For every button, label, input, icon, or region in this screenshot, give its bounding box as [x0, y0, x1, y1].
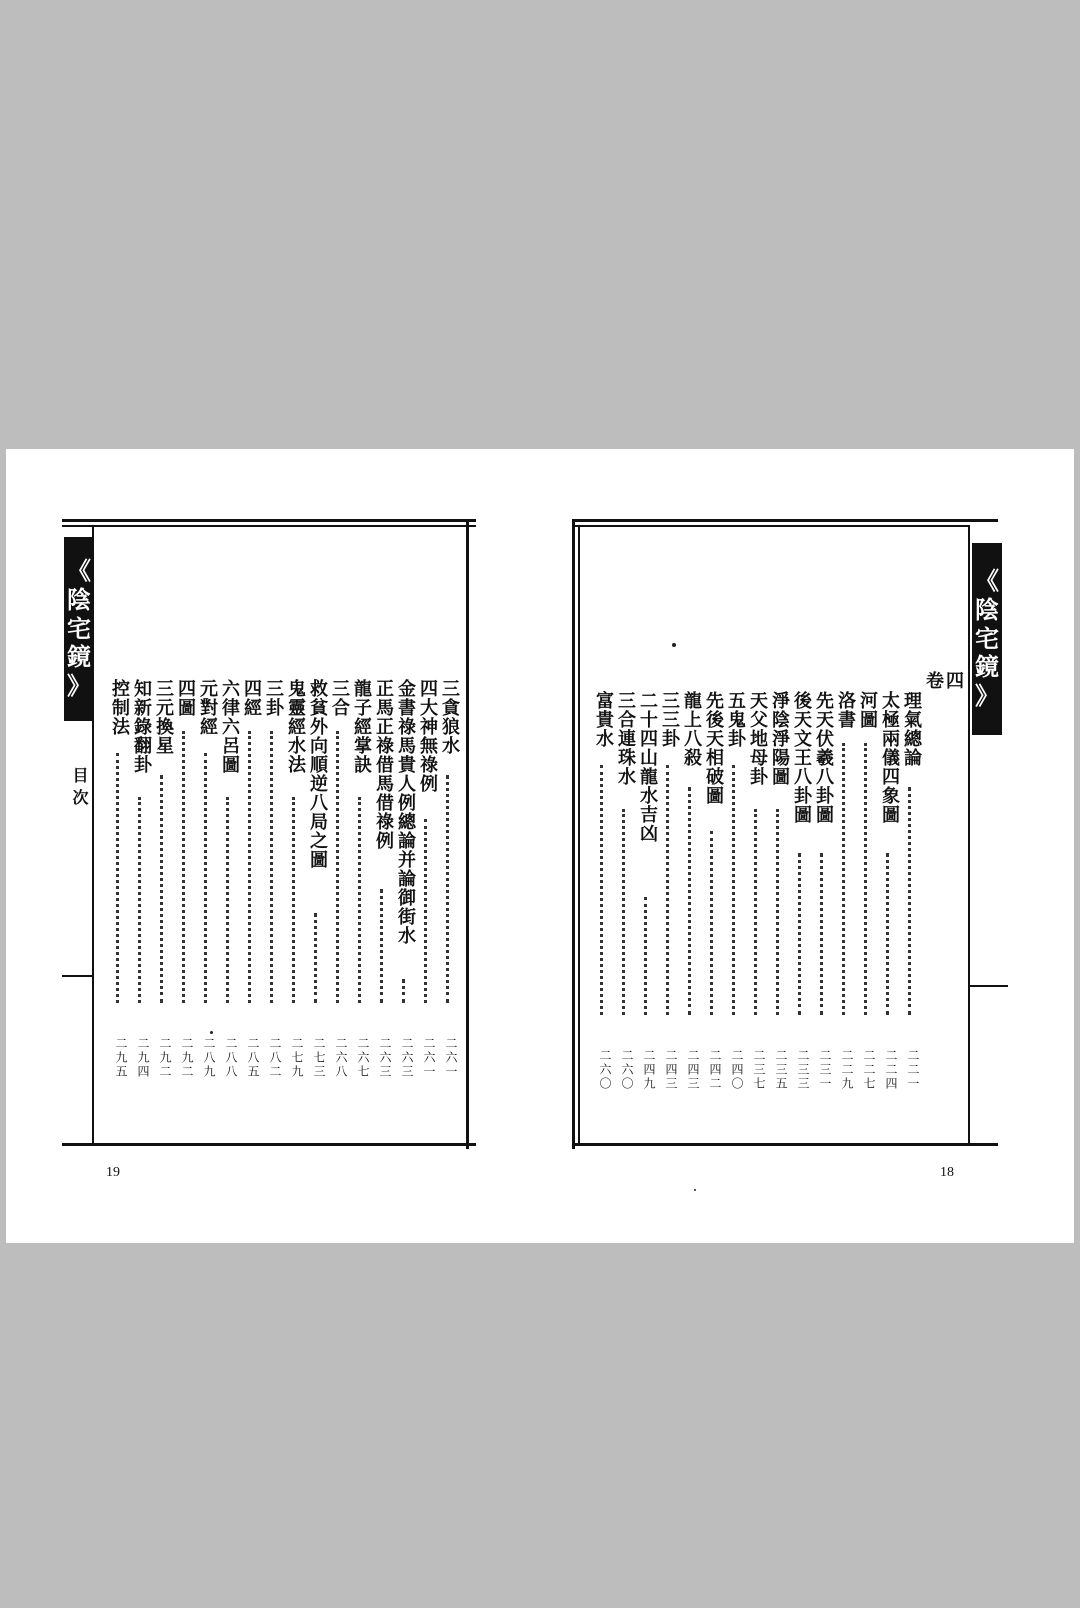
toc-entry[interactable]: [724, 691, 746, 1091]
entry-page-number: 二七三: [312, 1037, 326, 1079]
entry-title: 太極兩儀四象圖: [879, 691, 900, 824]
entry-title: 金書祿馬貴人例總論并論御街水: [395, 679, 416, 945]
toc-entry[interactable]: [108, 679, 130, 1079]
entry-title: 龍子經掌訣: [351, 679, 372, 774]
banner-char: 鏡: [67, 642, 91, 672]
toc-entry[interactable]: [680, 691, 702, 1091]
leader-dots: [820, 853, 827, 1015]
toc-entry[interactable]: [262, 679, 284, 1079]
entry-page-number: 二九四: [136, 1037, 150, 1079]
banner-char: 宅: [67, 613, 91, 643]
entry-title: 六律六呂圖: [219, 679, 240, 774]
toc-entry[interactable]: [174, 679, 196, 1079]
entry-title: 四經: [241, 679, 262, 717]
entry-page-number: 二六三: [400, 1037, 414, 1079]
entry-page-number: 二四〇: [730, 1049, 744, 1091]
leader-dots: [798, 853, 805, 1015]
entry-page-number: 二九二: [158, 1037, 172, 1079]
page-number: 18: [940, 1165, 954, 1180]
entry-page-number: 二六〇: [620, 1049, 634, 1091]
entry-page-number: 二六三: [378, 1037, 392, 1079]
banner-char: 《: [975, 566, 999, 595]
entry-page-number: 二六七: [356, 1037, 370, 1079]
entry-title: 四圖: [175, 679, 196, 717]
toc-entry[interactable]: [812, 691, 834, 1091]
leader-dots: [204, 753, 211, 1003]
leader-dots: [402, 979, 409, 1003]
entry-page-number: 二四二: [708, 1049, 722, 1091]
page-number: 19: [106, 1165, 120, 1180]
entry-title: 富貴水: [593, 691, 614, 748]
entry-page-number: 二六八: [334, 1037, 348, 1079]
entry-page-number: 二八九: [202, 1037, 216, 1079]
toc-entry[interactable]: [592, 691, 614, 1091]
toc-entry[interactable]: [416, 679, 438, 1079]
toc-entry[interactable]: [746, 691, 768, 1091]
toc-entry[interactable]: [878, 691, 900, 1091]
leader-dots: [886, 853, 893, 1015]
entry-page-number: 二七九: [290, 1037, 304, 1079]
leader-dots: [336, 731, 343, 1003]
entry-title: 正馬正祿借馬借祿例: [373, 679, 394, 850]
leader-dots: [842, 743, 849, 1015]
inner-right-border: [968, 525, 970, 1143]
leader-dots: [754, 809, 761, 1015]
side-divider: [62, 975, 92, 977]
entry-page-number: 二六〇: [598, 1049, 612, 1091]
entry-page-number: 二二四: [884, 1049, 898, 1091]
entry-title: 先後天相破圖: [703, 691, 724, 805]
toc-entry[interactable]: [240, 679, 262, 1079]
entry-title: 先天伏羲八卦圖: [813, 691, 834, 824]
entry-title: 三貪狼水: [439, 679, 460, 755]
entry-page-number: 二三五: [774, 1049, 788, 1091]
scan-speck: [694, 1189, 696, 1191]
entry-page-number: 二四九: [642, 1049, 656, 1091]
toc-column-right: [592, 691, 922, 1091]
toc-entry[interactable]: [834, 691, 856, 1091]
banner-char: 陰: [975, 594, 999, 624]
toc-entry[interactable]: [218, 679, 240, 1079]
leader-dots: [688, 787, 695, 1015]
entry-page-number: 二八五: [246, 1037, 260, 1079]
entry-page-number: 二八二: [268, 1037, 282, 1079]
entry-title: 元對經: [197, 679, 218, 736]
leader-dots: [292, 797, 299, 1003]
toc-entry[interactable]: [768, 691, 790, 1091]
entry-title: 三卦: [263, 679, 284, 717]
entry-page-number: 二九二: [180, 1037, 194, 1079]
banner-char: 》: [975, 681, 999, 711]
entry-title: 天父地母卦: [747, 691, 768, 786]
entry-title: 控制法: [109, 679, 130, 736]
toc-column-left: [108, 679, 460, 1079]
book-title-banner: [972, 543, 1002, 735]
toc-entry[interactable]: [614, 691, 636, 1091]
toc-entry[interactable]: [152, 679, 174, 1079]
entry-title: 淨陰淨陽圖: [769, 691, 790, 786]
entry-title: 河圖: [857, 691, 878, 729]
toc-entry[interactable]: [306, 679, 328, 1079]
top-border-inner: [572, 525, 968, 527]
leader-dots: [116, 753, 123, 1003]
top-border-inner: [62, 525, 476, 527]
entry-title: 三合: [329, 679, 350, 717]
leader-dots: [248, 731, 255, 1003]
toc-entry[interactable]: [372, 679, 394, 1079]
toc-entry[interactable]: [394, 679, 416, 1079]
toc-entry[interactable]: [284, 679, 306, 1079]
toc-entry[interactable]: [702, 691, 724, 1091]
entry-page-number: 二二九: [840, 1049, 854, 1091]
entry-page-number: 二六一: [444, 1037, 458, 1079]
toc-entry[interactable]: [790, 691, 812, 1091]
leader-dots: [138, 797, 145, 1003]
entry-page-number: 二八八: [224, 1037, 238, 1079]
entry-page-number: 二二一: [906, 1049, 920, 1091]
entry-title: 後天文王八卦圖: [791, 691, 812, 824]
top-border: [572, 519, 998, 522]
leader-dots: [600, 765, 607, 1015]
leader-dots: [182, 731, 189, 1003]
leader-dots: [270, 731, 277, 1003]
left-border: [572, 519, 575, 1149]
leader-dots: [226, 797, 233, 1003]
scan-speck: [210, 1031, 213, 1034]
entry-title: 四大神無祿例: [417, 679, 438, 793]
entry-page-number: 二三七: [752, 1049, 766, 1091]
entry-title: 三元換星: [153, 679, 174, 755]
toc-entry[interactable]: [658, 691, 680, 1091]
entry-title: 二十四山龍水吉凶: [637, 691, 658, 843]
entry-title: 龍上八殺: [681, 691, 702, 767]
scan-speck: [672, 643, 676, 647]
entry-title: 三三卦: [659, 691, 680, 748]
right-page: [572, 519, 1008, 1180]
toc-entry[interactable]: [636, 691, 658, 1091]
leader-dots: [446, 775, 453, 1003]
entry-title: 鬼靈經水法: [285, 679, 306, 774]
banner-char: 《: [67, 556, 91, 585]
leader-dots: [732, 765, 739, 1015]
entry-page-number: 二四三: [686, 1049, 700, 1091]
toc-entry[interactable]: [438, 679, 460, 1079]
toc-entry[interactable]: [130, 679, 152, 1079]
leader-dots: [908, 787, 915, 1015]
leader-dots: [776, 809, 783, 1015]
entry-page-number: 二三三: [796, 1049, 810, 1091]
banner-char: 宅: [975, 623, 999, 653]
leader-dots: [710, 831, 717, 1015]
banner-char: 鏡: [975, 652, 999, 682]
entry-title: 救貧外向順逆八局之圖: [307, 679, 328, 869]
left-page: [62, 519, 482, 1180]
banner-char: 》: [67, 671, 91, 701]
leader-dots: [160, 775, 167, 1003]
toc-entry[interactable]: [900, 691, 922, 1091]
right-border: [466, 519, 469, 1149]
entry-title: 五鬼卦: [725, 691, 746, 748]
book-title-banner: [64, 537, 94, 721]
toc-entry[interactable]: [350, 679, 372, 1079]
top-border: [62, 519, 476, 522]
leader-dots: [358, 797, 365, 1003]
side-divider: [968, 985, 1008, 987]
contents-label: 目次: [70, 767, 89, 811]
leader-dots: [314, 913, 321, 1003]
entry-page-number: 二二七: [862, 1049, 876, 1091]
leader-dots: [864, 743, 871, 1015]
leader-dots: [380, 889, 387, 1003]
volume-heading: 卷四: [926, 671, 966, 692]
entry-page-number: 二六一: [422, 1037, 436, 1079]
bottom-border: [62, 1143, 476, 1146]
toc-entry[interactable]: [856, 691, 878, 1091]
toc-entry[interactable]: [328, 679, 350, 1079]
entry-title: 知新錄翻卦: [131, 679, 152, 774]
entry-title: 三合連珠水: [615, 691, 636, 786]
entry-page-number: 二三一: [818, 1049, 832, 1091]
leader-dots: [622, 809, 629, 1015]
scanned-book-spread: [6, 449, 1074, 1243]
left-border-inner: [578, 525, 580, 1143]
banner-char: 陰: [67, 584, 91, 614]
leader-dots: [424, 819, 431, 1003]
leader-dots: [666, 765, 673, 1015]
entry-page-number: 二四三: [664, 1049, 678, 1091]
entry-page-number: 二九五: [114, 1037, 128, 1079]
leader-dots: [644, 897, 651, 1015]
entry-title: 洛書: [835, 691, 856, 729]
toc-entry[interactable]: [196, 679, 218, 1079]
bottom-border: [572, 1143, 998, 1146]
entry-title: 理氣總論: [901, 691, 922, 767]
